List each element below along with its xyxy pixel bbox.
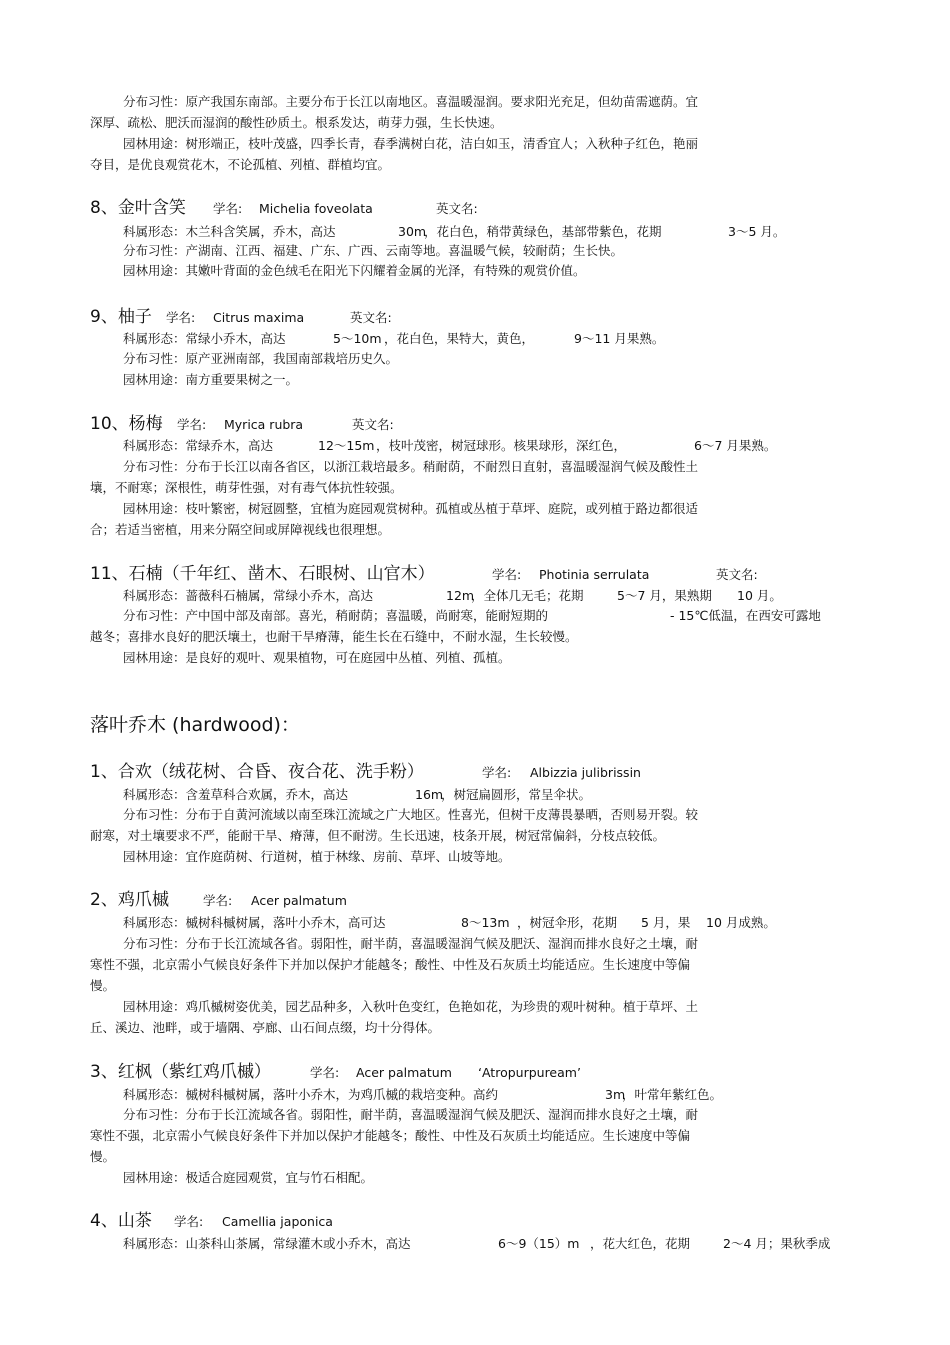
species-11-form-height: 12m xyxy=(446,588,475,603)
species-9-form-text: 科属形态：常绿小乔木，高达 xyxy=(123,331,286,346)
species-10-sci-label: 学名: xyxy=(177,417,207,432)
deciduous-4-form-text: 科属形态：山茶科山茶属，常绿灌木或小乔木，高达 xyxy=(123,1236,411,1251)
species-11-distribution-2: 越冬；喜排水良好的肥沃壤土，也耐干旱瘠薄，能生长在石缝中，不耐水湿，生长较慢。 xyxy=(90,629,578,644)
deciduous-3-usage: 园林用途：极适合庭园观赏，宜与竹石相配。 xyxy=(123,1170,374,1185)
species-11-distribution-1b: - 15℃低温，在西安可露地 xyxy=(670,608,821,623)
deciduous-1-form-text: 科属形态：含羞草科合欢属，乔木，高达 xyxy=(123,787,349,802)
deciduous-1-title: 1、合欢（绒花树、合昏、夜合花、洗手粉） xyxy=(90,762,424,782)
species-10-usage-2: 合；若适当密植，用来分隔空间或屏障视线也很理想。 xyxy=(90,522,391,537)
deciduous-1-usage: 园林用途：宜作庭荫树、行道树，植于林缘、房前、草坪、山坡等地。 xyxy=(123,849,511,864)
species-11-sci-name: Photinia serrulata xyxy=(539,567,650,582)
deciduous-3-title: 3、红枫（紫红鸡爪槭） xyxy=(90,1062,271,1082)
species-8-en-label: 英文名: xyxy=(436,201,478,216)
species-11-form-fruiting: 10 月。 xyxy=(737,588,782,603)
species-9-sci-name: Citrus maxima xyxy=(213,310,305,325)
deciduous-2-distribution-3: 慢。 xyxy=(90,978,116,993)
species-10-sci-name: Myrica rubra xyxy=(224,417,304,432)
species-11-sci-label: 学名: xyxy=(492,567,522,582)
deciduous-2-sci-label: 学名: xyxy=(203,893,233,908)
deciduous-4-sci-name: Camellia japonica xyxy=(222,1214,333,1229)
species-11-en-label: 英文名: xyxy=(716,567,758,582)
species-9-form-period: 9～11 月果熟。 xyxy=(574,331,665,346)
species-10-distribution-1: 分布习性：分布于长江以南各省区，以浙江栽培最多。稍耐荫，不耐烈日直射，喜温暖湿润气候及酸性土 xyxy=(123,459,699,474)
species-11-form-text-2: ，全体几无毛；花期 xyxy=(471,588,584,603)
deciduous-3-sci-label: 学名: xyxy=(310,1065,340,1080)
species-8-usage: 园林用途：其嫩叶背面的金色绒毛在阳光下闪耀着金属的光泽，有特殊的观赏价值。 xyxy=(123,263,586,278)
deciduous-2-distribution-1: 分布习性：分布于长江流域各省。弱阳性，耐半荫，喜温暖湿润气候及肥沃、湿润而排水良好之土壤，耐 xyxy=(123,936,699,951)
species-8-distribution: 分布习性：产湖南、江西、福建、广东、广西、云南等地。喜温暖气候，较耐荫；生长快。 xyxy=(123,243,624,258)
deciduous-2-usage-2: 丘、溪边、池畔，或于墙隅、亭廊、山石间点缀，均十分得体。 xyxy=(90,1020,441,1035)
deciduous-2-form-text-2: ，树冠伞形，花期 xyxy=(517,915,618,930)
deciduous-4-form-period: 2～4 月；果秋季成 xyxy=(723,1236,831,1251)
deciduous-1-sci-label: 学名: xyxy=(482,765,512,780)
species-8-title: 8、金叶含笑 xyxy=(90,198,186,218)
deciduous-2-sci-name: Acer palmatum xyxy=(251,893,347,908)
deciduous-2-form-height: 8～13m xyxy=(461,915,510,930)
deciduous-1-distribution-1: 分布习性：分布于自黄河流域以南至珠江流域之广大地区。性喜光，但树干皮薄畏暴晒，否则易开裂。较 xyxy=(123,807,699,822)
species-10-form-height: 12～15m xyxy=(318,438,375,453)
deciduous-3-distribution-1: 分布习性：分布于长江流域各省。弱阳性，耐半荫，喜温暖湿润气候及肥沃、湿润而排水良好之土壤，耐 xyxy=(123,1107,699,1122)
species-9-distribution: 分布习性：原产亚洲南部，我国南部栽培历史久。 xyxy=(123,351,399,366)
species-11-distribution-1a: 分布习性：产中国中部及南部。喜光，稍耐荫；喜温暖，尚耐寒，能耐短期的 xyxy=(123,608,549,623)
deciduous-3-cultivar: ‘Atropurpuream’ xyxy=(478,1065,581,1080)
deciduous-3-form-height: 3m xyxy=(605,1087,626,1102)
species-9-en-label: 英文名: xyxy=(350,310,392,325)
deciduous-1-form-text-2: ，树冠扁圆形，常呈伞状。 xyxy=(441,787,592,802)
intro-line-4: 夺目，是优良观赏花木，不论孤植、列植、群植均宜。 xyxy=(90,157,391,172)
deciduous-2-usage-1: 园林用途：鸡爪槭树姿优美，园艺品种多，入秋叶色变红，色艳如花，为珍贵的观叶树种。植于草坪、土 xyxy=(123,999,699,1014)
species-8-sci-label: 学名: xyxy=(213,201,243,216)
deciduous-3-sci-name: Acer palmatum xyxy=(356,1065,452,1080)
deciduous-3-distribution-3: 慢。 xyxy=(90,1149,116,1164)
species-8-form-height: 30m xyxy=(398,224,427,239)
deciduous-2-title: 2、鸡爪槭 xyxy=(90,890,169,910)
species-10-form-text-2: ，枝叶茂密，树冠球形。核果球形，深红色， xyxy=(376,438,627,453)
species-9-form-height: 5～10m xyxy=(333,331,382,346)
species-10-title: 10、杨梅 xyxy=(90,414,163,434)
species-10-usage-1: 园林用途：枝叶繁密，树冠圆整，宜植为庭园观赏树种。孤植或丛植于草坪、庭院，或列植于路边都很适 xyxy=(123,501,699,516)
species-11-form-text: 科属形态：蔷薇科石楠属，常绿小乔木，高达 xyxy=(123,588,374,603)
species-10-en-label: 英文名: xyxy=(352,417,394,432)
species-9-usage: 园林用途：南方重要果树之一。 xyxy=(123,372,299,387)
species-10-distribution-2: 壤，不耐寒；深根性，萌芽性强，对有毒气体抗性较强。 xyxy=(90,480,403,495)
species-9-title: 9、柚子 xyxy=(90,307,152,327)
species-9-sci-label: 学名: xyxy=(166,310,196,325)
species-10-form-period: 6～7 月果熟。 xyxy=(694,438,777,453)
deciduous-2-form-flowering: 5 月，果 xyxy=(641,915,691,930)
section-heading-hardwood: 落叶乔木 (hardwood)： xyxy=(90,714,300,736)
species-10-form-text: 科属形态：常绿乔木，高达 xyxy=(123,438,274,453)
species-8-form-text: 科属形态：木兰科含笑属，乔木，高达 xyxy=(123,224,336,239)
species-8-form-period: 3～5 月。 xyxy=(728,224,786,239)
deciduous-3-distribution-2: 寒性不强，北京需小气候良好条件下并加以保护才能越冬；酸性、中性及石灰质土均能适应。生长速度中等偏 xyxy=(90,1128,691,1143)
species-8-form-text-2: ，花白色，稍带黄绿色，基部带紫色，花期 xyxy=(424,224,662,239)
deciduous-2-form-text: 科属形态：槭树科槭树属，落叶小乔木，高可达 xyxy=(123,915,386,930)
species-8-sci-name: Michelia foveolata xyxy=(259,201,373,216)
deciduous-1-sci-name: Albizzia julibrissin xyxy=(530,765,641,780)
deciduous-1-distribution-2: 耐寒，对土壤要求不严，能耐干旱、瘠薄，但不耐涝。生长迅速，枝条开展，树冠常偏斜，分枝点较低。 xyxy=(90,828,666,843)
deciduous-4-sci-label: 学名: xyxy=(174,1214,204,1229)
species-11-form-flowering: 5～7 月，果熟期 xyxy=(617,588,712,603)
deciduous-4-title: 4、山茶 xyxy=(90,1211,152,1231)
deciduous-1-form-height: 16m xyxy=(415,787,444,802)
deciduous-4-form-text-2: ，花大红色，花期 xyxy=(590,1236,691,1251)
deciduous-3-form-text-2: ，叶常年紫红色。 xyxy=(622,1087,723,1102)
deciduous-2-distribution-2: 寒性不强，北京需小气候良好条件下并加以保护才能越冬；酸性、中性及石灰质土均能适应。生长速度中等偏 xyxy=(90,957,691,972)
intro-line-1: 分布习性：原产我国东南部。主要分布于长江以南地区。喜温暖湿润。要求阳光充足，但幼苗需遮荫。宜 xyxy=(123,94,699,109)
deciduous-2-form-fruiting: 10 月成熟。 xyxy=(706,915,776,930)
deciduous-3-form-text: 科属形态：槭树科槭树属，落叶小乔木，为鸡爪槭的栽培变种。高约 xyxy=(123,1087,499,1102)
species-11-title: 11、石楠（千年红、凿木、石眼树、山官木） xyxy=(90,564,435,584)
species-9-form-text-2: ，花白色，果特大，黄色， xyxy=(384,331,535,346)
species-11-usage: 园林用途：是良好的观叶、观果植物，可在庭园中丛植、列植、孤植。 xyxy=(123,650,511,665)
deciduous-4-form-height: 6～9（15）m xyxy=(498,1236,580,1251)
intro-line-2: 深厚、疏松、肥沃而湿润的酸性砂质土。根系发达，萌芽力强，生长快速。 xyxy=(90,115,503,130)
intro-line-3: 园林用途：树形端正，枝叶茂盛，四季长青，春季满树白花，洁白如玉，清香宜人；入秋种子红色，艳丽 xyxy=(123,136,699,151)
